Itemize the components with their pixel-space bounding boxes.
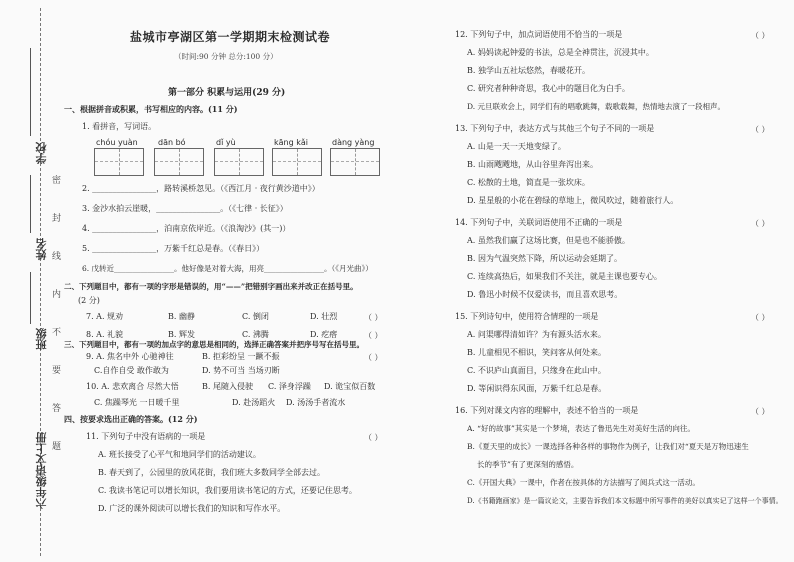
q12-answer[interactable]: （ ） [751,31,770,40]
exam-info: （时间:90 分钟 总分:100 分） [174,52,278,61]
q7-a: 7. A. 规劝 [86,312,124,321]
q10-e: C. 焦躁琴光 一日暖千里 [94,398,180,407]
q15-option-d: D. 等闲识得东风面，万紫千红总是春。 [467,384,607,393]
q8-a: 8. A. 礼貌 [86,330,124,339]
q15-text: 15. 下列诗句中，使用符合情理的一项是 [455,312,599,321]
q12-text: 12. 下列句子中，加点词语使用不恰当的一项是 [455,30,623,39]
class-label: 班级 [35,328,48,350]
section2-heading: 二、下列题目中，都有一项的字形是错误的，用“——”把错别字画出来并改正在括号里。 [64,282,358,291]
cut-mark: 要 [52,366,62,376]
q13-answer[interactable]: （ ） [751,125,770,134]
q14-option-b: B. 因为气温突然下降，所以运动会延期了。 [467,254,622,263]
q9-c: C.自作自受 敢作敢为 [94,366,169,375]
q12-option-c: C. 研究者种种奇思，我心中的题目化为白手。 [467,84,630,93]
q8-d: D. 疙瘩 [310,330,338,339]
pinyin-3: dǐ yù [216,138,236,147]
binding-margin [0,0,62,562]
answer-box[interactable] [214,148,264,176]
part1-title: 第一部分 积累与运用(29 分) [168,88,286,98]
q14-option-a: A. 虽然我们赢了这场比赛，但是也不能骄傲。 [467,236,630,245]
q15-option-a: A. 问渠哪得清如许？为有源头活水来。 [467,330,606,339]
q6-text: 6. 戊转近________________。他好像是对着大海，用亮________________。（《月光曲》） [82,264,373,273]
section1-heading: 一、根据拼音或积累，书写相应的内容。(11 分) [64,104,238,114]
q9-answer[interactable]: （ ） [364,353,383,362]
q9-d: D. 势不可当 当场刃断 [202,366,280,375]
q11-option-c: C. 我读书笔记可以增长知识，我们要用读书笔记的方式，还要记住思考。 [98,486,357,495]
q12-option-d: D. 元旦联欢会上，同学们有的唱歌跳舞，载歌载舞，热情地去演了一段相声。 [467,102,726,111]
q10-c: C. 泽身浮躁 [268,382,311,391]
q10-d: D. 诡宝似百数 [324,382,376,391]
cut-mark: 密 [52,176,62,186]
answer-box[interactable] [154,148,204,176]
q13-option-b: B. 山雨飕飕地，从山谷里奔泻出来。 [467,160,598,169]
cut-mark: 不 [52,328,62,338]
answer-box[interactable] [330,148,380,176]
q11-option-d: D. 广泛的课外阅读可以增长我们的知识和写作水平。 [98,504,286,513]
pinyin-2: dān bó [158,138,186,147]
answer-box[interactable] [94,148,144,176]
q15-answer[interactable]: （ ） [751,313,770,322]
q1-text: 1. 看拼音，写词语。 [82,122,157,131]
name-line [30,175,31,233]
school-line [30,48,31,136]
q14-text: 14. 下列句子中，关联词语使用不正确的一项是 [455,218,623,227]
q8-b: B. 辉发 [168,330,195,339]
q3-text: 3. 金沙水拍云崖暖，________________。（《七律 · 长征》） [82,204,288,213]
q5-text: 5. ________________，万紫千红总是春。（《春日》） [82,244,265,253]
q7-c: C. 倒闭 [242,312,269,321]
q13-option-a: A. 山是一天一天地变绿了。 [467,142,566,151]
q14-option-d: D. 鲁迅小时候不仅爱读书，而且喜欢思考。 [467,290,623,299]
q11-option-a: A. 班长接受了心平气和地同学们的活动建议。 [98,450,261,459]
q16-option-b: B.《夏天里的成长》一课选择各种各样的事物作为例子，让我们对“夏天是万物迅速生 [467,442,749,451]
section2-score: (2 分) [78,296,100,305]
page-title: 盐城市亭湖区第一学期期末检测试卷 [130,30,331,44]
q10-g: D. 汤汤手者流水 [286,398,346,407]
q16-answer[interactable]: （ ） [751,407,770,416]
q12-option-a: A. 妈妈读起钟爱的书法，总是全神贯注，沉浸其中。 [467,48,654,57]
section3-heading: 三、下列题目中，都有一项的加点字的意思是相同的，选择正确答案并把序号写在括号里。 [64,340,364,349]
q4-text: 4. ________________，泊南京依岸近。（《浪淘沙》(其一)） [82,224,291,233]
q8-c: C. 沸腾 [242,330,269,339]
q14-option-c: C. 连续高热后，如果我们不关注，就是主课也要专心。 [467,272,662,281]
q12-option-b: B. 独学山五社坛悠然，春暖花开。 [467,66,590,75]
book-label: 六年级语文上册 [35,432,48,509]
q15-option-b: B. 儿童相见不相识，笑问客从何处来。 [467,348,606,357]
cut-mark: 题 [52,442,62,452]
q16-option-b-cont: 长的季节”有了更深刻的感悟。 [477,460,579,469]
cut-mark: 内 [52,290,62,300]
q16-option-a: A. “好的故事”其实是一个梦境，表达了鲁迅先生对美好生活的向往。 [467,424,695,433]
cut-mark: 封 [52,214,62,224]
q13-text: 13. 下列句子中，表达方式与其他三个句子不同的一项是 [455,124,655,133]
q9-b: B. 拒彩纷呈 一蹶不振 [202,352,280,361]
q15-option-c: C. 不识庐山真面目，只缘身在此山中。 [467,366,606,375]
name-label: 姓名 [35,238,48,260]
cut-mark: 答 [52,404,62,414]
q14-answer[interactable]: （ ） [751,219,770,228]
q13-option-d: D. 星星般的小花在碧绿的草地上，微风吹过，随着旅行人。 [467,196,679,205]
q10-a: 10. A. 悲欢离合 尽然大悟 [86,382,179,391]
school-label: 学校 [35,142,48,164]
q11-text: 11. 下列句子中没有语病的一项是 [86,432,206,441]
section4-heading: 四、按要求选出正确的答案。(12 分) [64,414,198,424]
class-line [30,272,31,324]
q13-option-c: C. 松散的土地，简直是一张坎床。 [467,178,590,187]
q16-option-c: C.《开国大典》一课中，作者在按具体的方法描写了阅兵式这一活动。 [467,478,700,487]
pinyin-1: chóu yuàn [96,138,138,147]
q16-text: 16. 下列对课文内容的理解中，表述不恰当的一项是 [455,406,639,415]
q8-answer[interactable]: （ ） [364,331,383,340]
pinyin-4: kāng kǎi [274,138,308,147]
q9-a: 9. A. 焦名中外 心驰神往 [86,352,174,361]
q7-d: D. 壮烈 [310,312,338,321]
q10-b: B. 尾随入侵驶 [202,382,253,391]
pinyin-5: dàng yàng [332,138,375,147]
q7-answer[interactable]: （ ） [364,313,383,322]
q10-f: D. 赴汤蹈火 [232,398,276,407]
q2-text: 2. ________________，路转溪桥忽见。（《西江月 · 夜行黄沙道中》） [82,184,320,193]
cut-mark: 线 [52,252,62,262]
q16-option-d: D.《书籍跑画家》是一篇议论文，主要告诉我们本文标题中所写事件的美好以真实记了这样一个事情。 [467,497,783,505]
q11-option-b: B. 春天到了，公园里的放风花街，我们班大多数同学全部去过。 [98,468,325,477]
answer-box[interactable] [272,148,322,176]
q7-b: B. 幽静 [168,312,195,321]
q11-answer[interactable]: （ ） [364,433,383,442]
